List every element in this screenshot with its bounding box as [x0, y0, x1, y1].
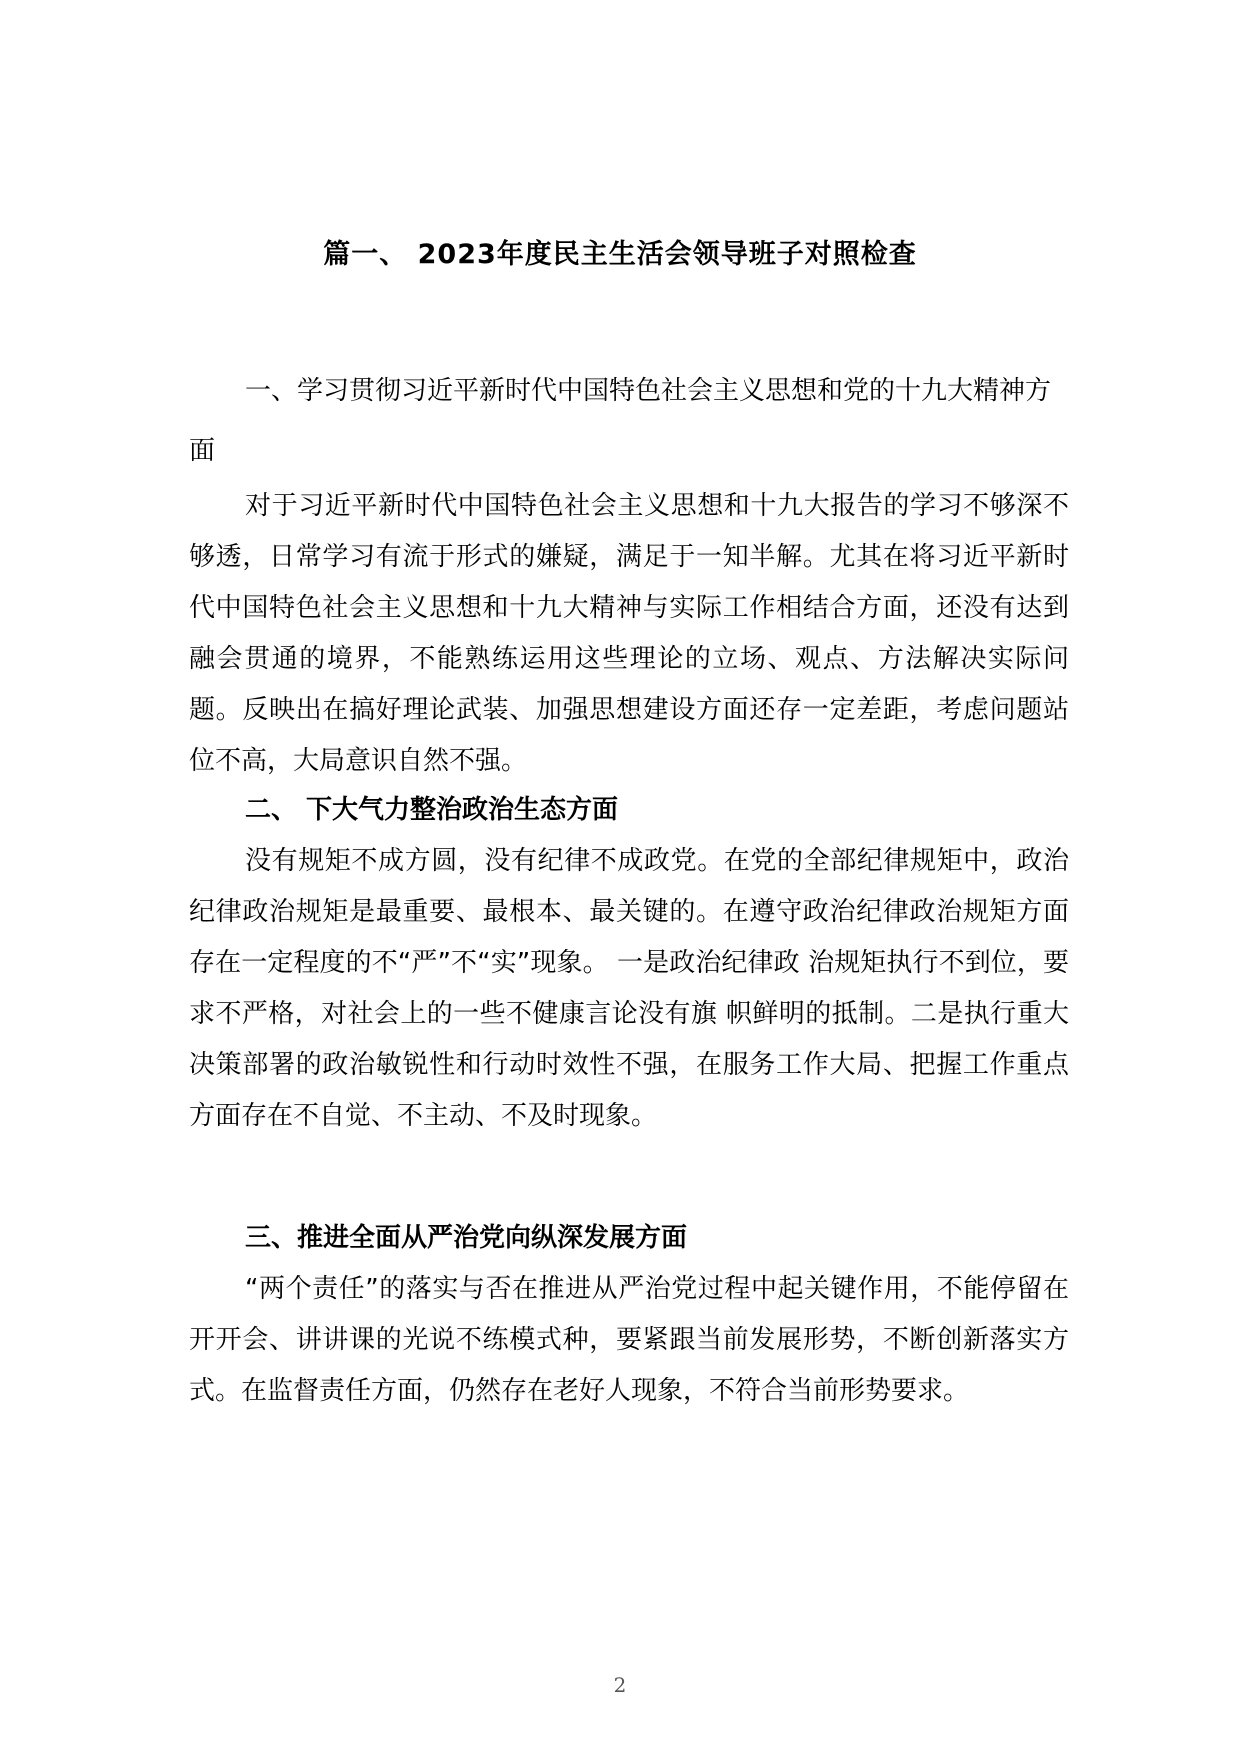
- section-3-heading: 三、推进全面从严治党向纵深发展方面: [245, 1223, 688, 1253]
- section-2-paragraph: 没有规矩不成方圆，没有纪律不成政党。在党的全部纪律规矩中，政治纪律政治规矩是最重要、最根本、最关键的。在遵守政治纪律政治规矩方面存在一定程度的不“严”不“实”现象。 一是政治纪律政 治规矩执行不到位，要求不严格，对社会上的一些不健康言论没有旗 帜鲜明的抵制。二是执行重大决策部署的政治敏锐性和行动时效性不强，在服务工作大局、把握工作重点方面存在不自觉、不主动、不及时现象。: [189, 846, 1070, 1131]
- page-number: 2: [613, 1673, 627, 1697]
- section-1: [189, 361, 1069, 787]
- section-1-paragraph: 对于习近平新时代中国特色社会主义思想和十九大报告的学习不够深不够透，日常学习有流于形式的嫌疑，满足于一知半解。尤其在将习近平新时代中国特色社会主义思想和十九大精神与实际工作相结合方面，还没有达到融会贯通的境界，不能熟练运用这些理论的立场、观点、方法解决实际问题。反映出在搞好理论武装、加强思想建设方面还存一定差距，考虑问题站位不高，大局意识自然不强。: [189, 491, 1069, 776]
- section-1-heading: 一、学习贯彻习近平新时代中国特色社会主义思想和党的十九大精神方面: [189, 376, 1052, 466]
- section-3-paragraph: “两个责任”的落实与否在推进从严治党过程中起关键作用，不能停留在开开会、讲讲课的光说不练模式种，要紧跟当前发展形势，不断创新落实方式。在监督责任方面，仍然存在老好人现象，不符合当前形势要求。: [189, 1274, 1069, 1406]
- section-3: [189, 1213, 1069, 1417]
- section-2: [189, 785, 1069, 1142]
- section-2-heading: 二、 下大气力整治政治生态方面: [245, 795, 619, 825]
- document-title: 篇一、 2023年度民主生活会领导班子对照检查: [323, 239, 917, 270]
